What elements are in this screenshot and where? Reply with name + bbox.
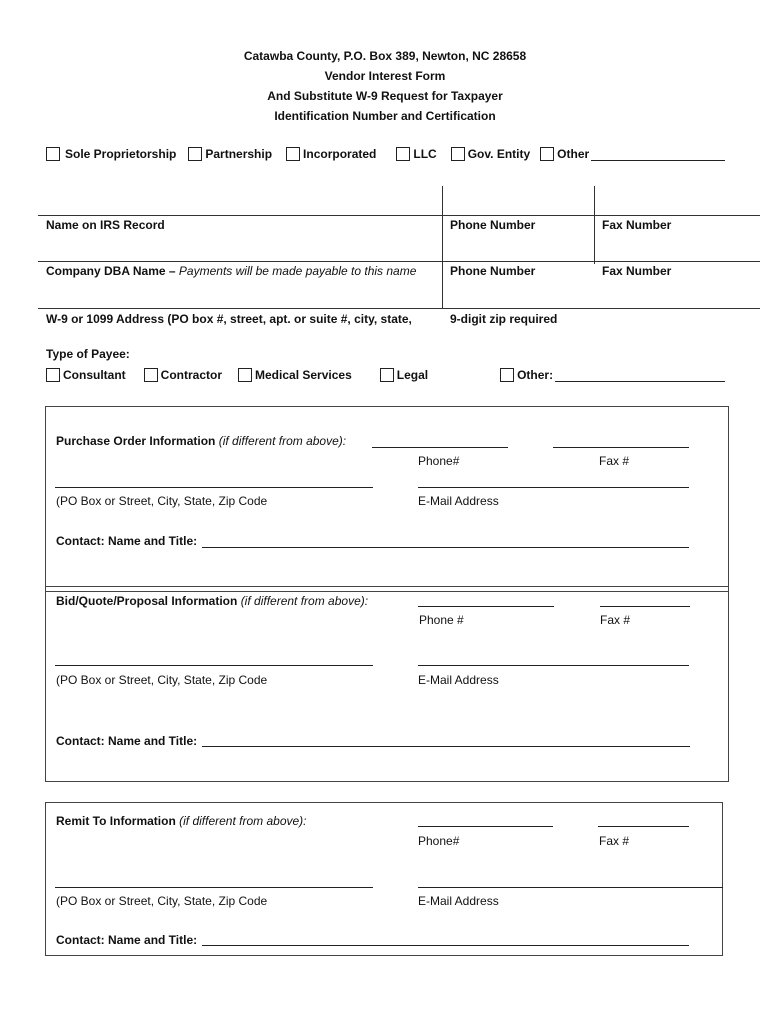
checkbox-label: Incorporated <box>303 147 377 161</box>
checkbox-contractor[interactable] <box>144 368 222 382</box>
checkbox-box[interactable] <box>188 147 202 161</box>
po-email-input[interactable] <box>418 487 689 488</box>
bid-fax-label: Fax # <box>600 613 631 627</box>
payee-type-row <box>46 368 736 382</box>
header-line-4: Identification Number and Certification <box>274 109 496 123</box>
checkbox-sole-proprietorship[interactable] <box>46 147 176 161</box>
phone-number-label-1: Phone Number <box>450 218 536 232</box>
remit-phone-input[interactable] <box>418 826 553 827</box>
checkbox-llc[interactable] <box>396 147 436 161</box>
checkbox-box[interactable] <box>144 368 158 382</box>
remit-phone-label: Phone# <box>418 834 460 848</box>
checkbox-box[interactable] <box>451 147 465 161</box>
bid-title-text: Bid/Quote/Proposal Information <box>56 594 238 608</box>
bid-contact-input[interactable] <box>202 746 690 747</box>
bid-email-label: E-Mail Address <box>418 673 499 687</box>
checkbox-label: LLC <box>413 147 437 161</box>
checkbox-partnership[interactable] <box>188 147 272 161</box>
po-address-input[interactable] <box>55 487 373 488</box>
checkbox-label: Gov. Entity <box>467 147 531 161</box>
header-line-3: And Substitute W-9 Request for Taxpayer <box>267 89 503 103</box>
purchase-order-title-text: Purchase Order Information <box>56 434 216 448</box>
dba-italic-text: Payments will be made payable to this name <box>178 264 417 278</box>
po-fax-label: Fax # <box>599 454 630 468</box>
bid-fax-input[interactable] <box>600 606 690 607</box>
payee-type-title: Type of Payee: <box>46 347 130 361</box>
name-irs-label: Name on IRS Record <box>46 218 165 232</box>
remit-title <box>56 814 307 828</box>
bid-note: (if different from above): <box>240 594 369 608</box>
po-phone-label: Phone# <box>418 454 460 468</box>
checkbox-box[interactable] <box>500 368 514 382</box>
bid-contact-label: Contact: Name and Title: <box>56 734 198 748</box>
po-address-label: (PO Box or Street, City, State, Zip Code <box>56 494 268 508</box>
other-entity-input[interactable] <box>591 160 725 161</box>
po-contact-input[interactable] <box>202 547 689 548</box>
header-line-1: Catawba County, P.O. Box 389, Newton, NC 28658 <box>243 49 527 63</box>
dba-bold-text: Company DBA Name – <box>46 264 179 278</box>
bid-title <box>56 594 368 608</box>
remit-note: (if different from above): <box>179 814 307 828</box>
column-divider-2 <box>594 186 595 264</box>
po-email-label: E-Mail Address <box>418 494 499 508</box>
bid-address-input[interactable] <box>55 665 373 666</box>
checkbox-other[interactable] <box>540 147 589 161</box>
purchase-order-note: (if different from above): <box>218 434 347 448</box>
row-line-1 <box>38 215 760 216</box>
checkbox-box[interactable] <box>286 147 300 161</box>
checkbox-label: Legal <box>396 368 429 382</box>
po-phone-input[interactable] <box>372 447 508 448</box>
zip-label: 9-digit zip required <box>450 312 558 326</box>
fax-number-label-2: Fax Number <box>602 264 672 278</box>
remit-fax-label: Fax # <box>599 834 630 848</box>
bid-phone-label: Phone # <box>419 613 464 627</box>
bid-email-input[interactable] <box>418 665 689 666</box>
po-contact-label: Contact: Name and Title: <box>56 534 198 548</box>
row-line-2 <box>38 261 760 262</box>
row-line-3 <box>38 308 760 309</box>
address-label: W-9 or 1099 Address (PO box #, street, apt. or suite #, city, state, <box>46 312 412 326</box>
remit-email-label: E-Mail Address <box>418 894 499 908</box>
checkbox-incorporated[interactable] <box>286 147 376 161</box>
remit-contact-input[interactable] <box>202 945 689 946</box>
checkbox-box[interactable] <box>46 147 60 161</box>
po-fax-input[interactable] <box>553 447 689 448</box>
remit-contact-label: Contact: Name and Title: <box>56 933 198 947</box>
checkbox-label: Contractor <box>160 368 223 382</box>
remit-email-input[interactable] <box>418 887 723 888</box>
checkbox-box[interactable] <box>396 147 410 161</box>
checkbox-other-payee[interactable] <box>500 368 553 382</box>
remit-address-label: (PO Box or Street, City, State, Zip Code <box>56 894 268 908</box>
checkbox-label: Other: <box>517 368 554 382</box>
checkbox-label: Partnership <box>205 147 273 161</box>
fax-number-label-1: Fax Number <box>602 218 672 232</box>
checkbox-label: Other <box>557 147 590 161</box>
checkbox-box[interactable] <box>380 368 394 382</box>
checkbox-box[interactable] <box>540 147 554 161</box>
checkbox-box[interactable] <box>238 368 252 382</box>
checkbox-consultant[interactable] <box>46 368 126 382</box>
column-divider-1 <box>442 186 443 309</box>
checkbox-label: Medical Services <box>255 368 352 382</box>
phone-number-label-2: Phone Number <box>450 264 536 278</box>
remit-fax-input[interactable] <box>598 826 689 827</box>
checkbox-gov-entity[interactable] <box>451 147 530 161</box>
remit-address-input[interactable] <box>55 887 373 888</box>
other-payee-input[interactable] <box>555 381 725 382</box>
checkbox-medical-services[interactable] <box>238 368 352 382</box>
header-line-2: Vendor Interest Form <box>324 69 446 83</box>
purchase-order-title <box>56 434 346 448</box>
checkbox-label: Consultant <box>63 368 126 382</box>
bid-address-label: (PO Box or Street, City, State, Zip Code <box>56 673 268 687</box>
checkbox-box[interactable] <box>46 368 60 382</box>
entity-type-row <box>46 147 736 161</box>
remit-title-text: Remit To Information <box>56 814 176 828</box>
checkbox-label: Sole Proprietorship <box>65 147 177 161</box>
checkbox-legal[interactable] <box>380 368 428 382</box>
bid-phone-input[interactable] <box>418 606 554 607</box>
dba-label <box>46 264 416 278</box>
